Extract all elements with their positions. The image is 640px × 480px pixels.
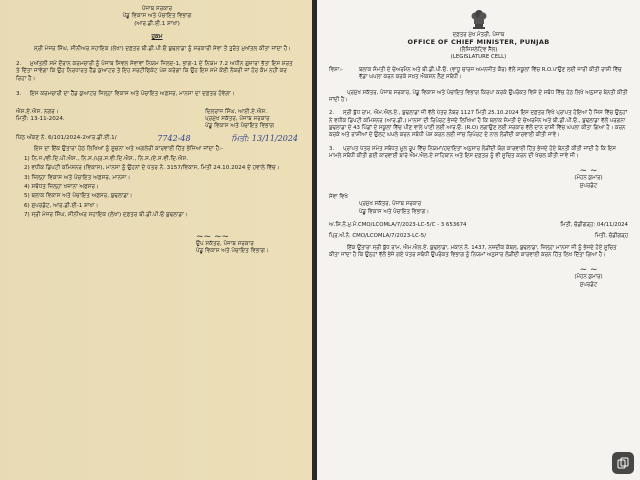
copy-list [24,156,298,220]
list-item: 3) ਜ਼ਿਲ੍ਹਾ ਵਿਕਾਸ ਅਤੇ ਪੰਚਾਇਤ ਅਫ਼ਸਰ, ਮਾਨਸਾ। [24,174,131,181]
ref-2-text: ਇੱਕ ਉਤਾਰਾ ਸ੍ਰੀ ਬੁੱਧ ਰਾਮ, ਐਮ.ਐਲ.ਏ. ਬੁਢਲਾਡਾ, ਮਕਾਨ ਨੰ. 1437, ਨਜ਼ਦੀਕ ਕੇਬਲ, ਬੁਢਲਾਡਾ, ਜ਼ਿਲ੍ਹਾ ਮਾਨਸਾ ਜੀ ਨੂੰ ਭੇਜਦੇ ਹੋਏ ਸੂਚਿਤ ਕੀਤਾ ਜਾਂਦਾ ਹੈ ਕਿ ਉਨ੍ਹਾਂ ਵੱਲੋਂ ਭੇਜੇ ਗਏ ਪੱਤਰ ਸਬੰਧੀ ਉਪਰੋਕਤ ਵਿਭਾਗ ਨੂੰ ਨਿਯਮਾਂ ਅਨੁਸਾਰ ਲੋੜੀਂਦੀ ਕਾਰਵਾਈ ਕਰਨ ਹਿੱਤ ਲਿਖ ਦਿੱਤਾ ਗਿਆ ਹੈ। [329,244,617,258]
left-sign-block [16,109,298,131]
left-header-line: (ਆਰ.ਡੀ.ਈ.1 ਸ਼ਾਖਾ) [134,20,180,27]
right-document [317,0,640,480]
left-signatory: ਦਿਲਰਾਜ ਸਿੰਘ, ਆਈ.ਏ.ਐਸ. ਪ੍ਰਮੁੱਖ ਸਕੱਤਰ, ਪੰਜਾਬ ਸਰਕਾਰ ਪੇਂਡੂ ਵਿਕਾਸ ਅਤੇ ਪੰਚਾਇਤ ਵਿਭਾਗ [205,108,274,130]
endorsement-number: 7742-48 [157,133,191,143]
ref-row-1: ਅ.ਸ਼ਿ.ਨੰ.ਮੁ.ਮੰ.CMO/LCOMLA/7/2023-LC-5/C - 3 653674 ਮਿਤੀ, ਚੰਡੀਗੜ੍ਹ: 04/11/2024 [329,221,628,228]
subject-row: ਵਿਸ਼ਾ:- ਬਲਾਕ ਸੰਮਤੀ ਦੇ ਚੇਅਰਮੈਨ ਅਤੇ ਬੀ.ਡੀ.ਪੀ.ਓ. (ਵਾਧੂ ਚਾਰਜ ਅਮਨਜੀਤ ਕੌਰ) ਵੱਲੋਂ ਸਕੂਲਾਂ ਵਿੱਚ R.O.ਪਾਉਣ ਲਈ ਜਾਰੀ ਕੀਤੀ ਰਾਸ਼ੀ ਵਿੱਚ ਵੱਡਾ ਘਪਲਾ ਕਰਨ ਕਰਕੇ ਸਖ਼ਤ ਐਕਸ਼ਨ ਲੈਣ ਸਬੰਧੀ। [329,67,628,82]
handwritten-signature: ~ ~ [579,265,598,276]
copy-icon[interactable] [612,452,634,474]
handwritten-signature: ~~ ~~ [196,231,230,242]
list-item: 6) ਸੁਪਰਡੰਟ, ਆਰ.ਡੀ.ਈ-1 ਸ਼ਾਖਾ। [24,202,99,209]
list-item: 7) ਸ੍ਰੀ ਮੇਜਰ ਸਿੰਘ, ਸੀਨੀਅਰ ਸਹਾਇਕ (ਲੇਖਾ) ਦਫ਼ਤਰ ਬੀ.ਡੀ.ਪੀ.ਓ ਬੁਢਲਾਡਾ। [24,212,188,219]
handwritten-signature: ~ ~ [579,166,598,177]
left-para-2: 2. ਮੁਅੱਤਲੀ ਸਮੇਂ ਦੌਰਾਨ ਕਰਮਚਾਰੀ ਨੂੰ ਪੰਜਾਬ ਸਿਵਲ ਸੇਵਾਵਾਂ ਨਿਯਮ ਜਿਲਦ-1, ਭਾਗ-1 ਦੇ ਨਿਯਮ 7.2 ਅਧੀਨ ਗੁਜ਼ਾਰਾ ਭੱਤਾ ਇਸ ਸ਼ਰਤ ਤੇ ਦਿੱਤਾ ਜਾਵੇਗਾ ਕਿ ਉਹ ਨਿਰਧਾਰਤ ਹੈੱਡ ਕੁਆਟਰ ਤੇ ਇਹ ਸਰਟੀਫਿਕੇਟ ਪੇਸ਼ ਕਰੇਗਾ ਕਿ ਉਹ ਇਸ ਸਮੇਂ ਕੋਈ ਨੌਕਰੀ ਜਾਂ ਹੋਰ ਕੰਮ ਨਹੀਂ ਕਰ ਰਿਹਾ ਹੈ। [16,61,293,82]
list-item: 2) ਵਧੀਕ ਡਿਪਟੀ ਕਮਿਸ਼ਨਰ (ਵਿਕਾਸ), ਮਾਨਸਾ ਨੂੰ ਉਹਨਾਂ ਦੇ ਪੱਤਰ ਨੰ. 3157/ਵਿਕਾਸ, ਮਿਤੀ 24.10.2024 ਦੇ ਹਵਾਲੇ ਵਿੱਚ। [24,165,280,172]
right-header: ਦਫ਼ਤਰ ਮੁੱਖ ਮੰਤਰੀ, ਪੰਜਾਬ OFFICE OF CHIEF MINISTER, PUNJAB (ਲੈਜਿਸਲੇਟਿਵ ਸੈੱਲ) (LEGISLATURE CELL) [407,32,550,60]
left-place-date: ਐਸ.ਏ.ਐਸ. ਨਗਰ। ਮਿਤੀ: 13-11-2024. [16,108,65,123]
copy-intro: ਇਸ ਦਾ ਇੱਕ ਉਤਾਰਾ ਹੇਠ ਲਿਖਿਆਂ ਨੂੰ ਸੂਚਨਾ ਅਤੇ ਅਗਲੇਰੀ ਕਾਰਵਾਈ ਹਿੱਤ ਭੇਜਿਆ ਜਾਂਦਾ ਹੈ:- [34,146,223,153]
right-sign-2: ~ ~ (ਮੋਹਨ ਕੁਮਾਰ) ਸੁਪਰਡੰਟ [549,267,628,289]
left-document [0,0,312,480]
endorsement-line: ਪਿੱਠ ਅੰਕਣ ਨੰ. 6/101/2024-2ਆਰ.ਡੀ.ਈ.1/ 7742-48 ਮਿਤੀ: 13/11/2024 [16,133,298,143]
right-sign-1: ~ ~ (ਮੋਹਨ ਕੁਮਾਰ) ਸੁਪਰਡੰਟ [549,168,628,190]
endorsement-date: ਮਿਤੀ: 13/11/2024 [231,133,298,143]
left-para-3: 3. ਇਸ ਕਰਮਚਾਰੀ ਦਾ ਹੈੱਡ ਕੁਆਟਰ ਜਿਲ੍ਹਾ ਵਿਕਾਸ ਅਤੇ ਪੰਚਾਇਤ ਅਫ਼ਸਰ, ਮਾਨਸਾ ਦਾ ਦਫ਼ਤਰ ਹੋਵੇਗਾ। [16,91,235,98]
list-item: 5) ਬਲਾਕ ਵਿਕਾਸ ਅਤੇ ਪੰਚਾਇਤ ਅਫ਼ਸਰ, ਬੁਢਲਾਡਾ। [24,193,133,200]
left-para-1: ਸ੍ਰੀ ਮੇਜਰ ਸਿੰਘ, ਸੀਨੀਅਰ ਸਹਾਇਕ (ਲੇਖਾ) ਦਫ਼ਤਰ ਬੀ.ਡੀ.ਪੀ.ਓ ਬੁਢਲਾਡਾ ਨੂੰ ਸਰਕਾਰੀ ਸੇਵਾ ਤੋਂ ਤੁਰੰਤ ਮੁਅੱਤਲ ਕੀਤਾ ਜਾਂਦਾ ਹੈ। [34,45,291,52]
left-header [16,6,298,28]
seva-label: ਸੇਵਾ ਵਿਖੇ [329,194,348,201]
seva-to: ਪ੍ਰਮੁੱਖ ਸਕੱਤਰ, ਪੰਜਾਬ ਸਰਕਾਰ ਪੇਂਡੂ ਵਿਕਾਸ ਅਤੇ ਪੰਚਾਇਤ ਵਿਭਾਗ। [359,201,429,215]
emblem-icon [466,6,492,32]
order-title: ਹੁਕਮ [151,34,163,41]
right-para-2: 2. ਸ੍ਰੀ ਬੁੱਧ ਰਾਮ, ਐਮ.ਐਲ.ਏ., ਬੁਢਲਾਡਾ ਜੀ ਵੱਲੋਂ ਪੱਤਰ ਨੰਬਰ 1127 ਮਿਤੀ 25.10.2024 ਇਸ ਦਫ਼ਤਰ ਵਿਖੇ ਪ੍ਰਾਪਤ ਹੋਇਆ ਹੈ ਜਿਸ ਵਿੱਚ ਉਨ੍ਹਾਂ ਨੇ ਵਧੀਕ ਡਿਪਟੀ ਕਮਿਸ਼ਨਰ (ਆਰ.ਡੀ.) ਮਾਨਸਾ ਦੀ ਰਿਪੋਰਟ ਭੇਜਦੇ ਲਿਖਿਆ ਹੈ ਕਿ ਬਲਾਕ ਸੰਮਤੀ ਦੇ ਚੇਅਰਮੈਨ ਅਤੇ ਬੀ.ਡੀ.ਪੀ.ਓ., ਬੁਢਲਾਡਾ ਵੱਲੋਂ ਪਰਗਨਾ ਬੁਢਲਾਡਾ ਦੇ 43 ਪਿੰਡਾਂ ਦੇ ਸਕੂਲਾਂ ਵਿੱਚ ਪੀਣ ਵਾਲੇ ਪਾਣੀ ਲਈ ਆਰ.ਓ. (R.O) ਲਗਾਉਣ ਲਈ ਸਰਕਾਰ ਵੱਲੋਂ ਦਾਨ ਰਾਸ਼ੀ ਵਿੱਚ ਘਪਲਾ ਕੀਤਾ ਗਿਆ ਹੈ। ਕਰਨ ਕਰਕੇ ਅਤੇ ਰਾਸ਼ੀਆਂ ਦੇ ਉਲਟ ਘਪਲੇ ਕਰਨ ਸਬੰਧੀ ਪੇਸ਼ ਕਰਨ ਲਈ ਜਾਂਚ ਰਿਪੋਰਟ ਦੇ ਨਾਲ ਲੋੜੀਂਦੀ ਕਾਰਵਾਈ ਕੀਤੀ ਜਾਵੇ। [329,110,628,139]
left-footer-sign: ~~ ~~ ਉਪ ਸਕੱਤਰ, ਪੰਜਾਬ ਸਰਕਾਰ ਪੇਂਡੂ ਵਿਕਾਸ ਅਤੇ ਪੰਚਾਇਤ ਵਿਭਾਗ। [196,234,298,256]
subject-text: ਬਲਾਕ ਸੰਮਤੀ ਦੇ ਚੇਅਰਮੈਨ ਅਤੇ ਬੀ.ਡੀ.ਪੀ.ਓ. (ਵਾਧੂ ਚਾਰਜ ਅਮਨਜੀਤ ਕੌਰ) ਵੱਲੋਂ ਸਕੂਲਾਂ ਵਿੱਚ R.O.ਪਾਉਣ ਲਈ ਜਾਰੀ ਕੀਤੀ ਰਾਸ਼ੀ ਵਿੱਚ ਵੱਡਾ ਘਪਲਾ ਕਰਨ ਕਰਕੇ ਸਖ਼ਤ ਐਕਸ਼ਨ ਲੈਣ ਸਬੰਧੀ। [359,67,622,81]
list-item: 4) ਸਬੰਧਤ ਜ਼ਿਲ੍ਹਾ ਖਜ਼ਾਨਾ ਅਫ਼ਸਰ। [24,183,99,190]
addressee: ਪ੍ਰਮੁੱਖ ਸਕੱਤਰ, ਪੰਜਾਬ ਸਰਕਾਰ, ਪੇਂਡੂ ਵਿਕਾਸ ਅਤੇ ਪੰਚਾਇਤ ਵਿਭਾਗ ਕਿਰਪਾ ਕਰਕੇ ਉਪਰੋਕਤ ਵਿਸ਼ੇ ਦੇ ਸਬੰਧ ਵਿੱਚ ਹੇਠ ਲਿਖੇ ਅਨੁਸਾਰ ਬੇਨਤੀ ਕੀਤੀ ਜਾਂਦੀ ਹੈ। [329,89,628,104]
left-header-line: ਪੰਜਾਬ ਸਰਕਾਰ [141,6,173,12]
ref-row-2: ਪ੍ਰਿ.ਅੰ.ਨੰ. CMO/LCOMLA/7/2023-LC-5/ ਮਿਤੀ, ਚੰਡੀਗੜ੍ਹ [329,233,628,240]
list-item: 1) ਨਿ.ਜ./ਵੀ.ਦਿ.ਪੀ.ਐਸ., ਨਿ.ਸ./ਪ੍ਰ.ਸ.ਵੀ.ਦਿ.ਐਸ., ਨਿ.ਸ./ਏ.ਸ.ਵੀ.ਦਿ.ਐਸ. [24,155,189,162]
right-para-3: 3. ਪ੍ਰਾਪਤ ਪੱਤਰ ਸਮੇਤ ਸਬੰਧਤ ਮੂਲ ਰੂਪ ਵਿੱਚ ਨਿਯਮਾਂ/ਹਦਾਇਤਾਂ ਅਨੁਸਾਰ ਲੋੜੀਂਦੀ ਯੋਗ ਕਾਰਵਾਈ ਹਿੱਤ ਭੇਜਦੇ ਹੋਏ ਬੇਨਤੀ ਕੀਤੀ ਜਾਂਦੀ ਹੈ ਕਿ ਇਸ ਮਾਮਲੇ ਸਬੰਧੀ ਕੀਤੀ ਗਈ ਕਾਰਵਾਈ ਬਾਰੇ ਐਮ.ਐਲ.ਏ ਸਾਹਿਬਾਨ ਅਤੇ ਇਸ ਦਫ਼ਤਰ ਨੂੰ ਵੀ ਸੂਚਿਤ ਕਰਨ ਦੀ ਖੇਚਲ ਕੀਤੀ ਜਾਵੇ ਜੀ। [329,145,616,159]
left-header-line: ਪੇਂਡੂ ਵਿਕਾਸ ਅਤੇ ਪੰਚਾਇਤ ਵਿਭਾਗ [122,13,192,20]
